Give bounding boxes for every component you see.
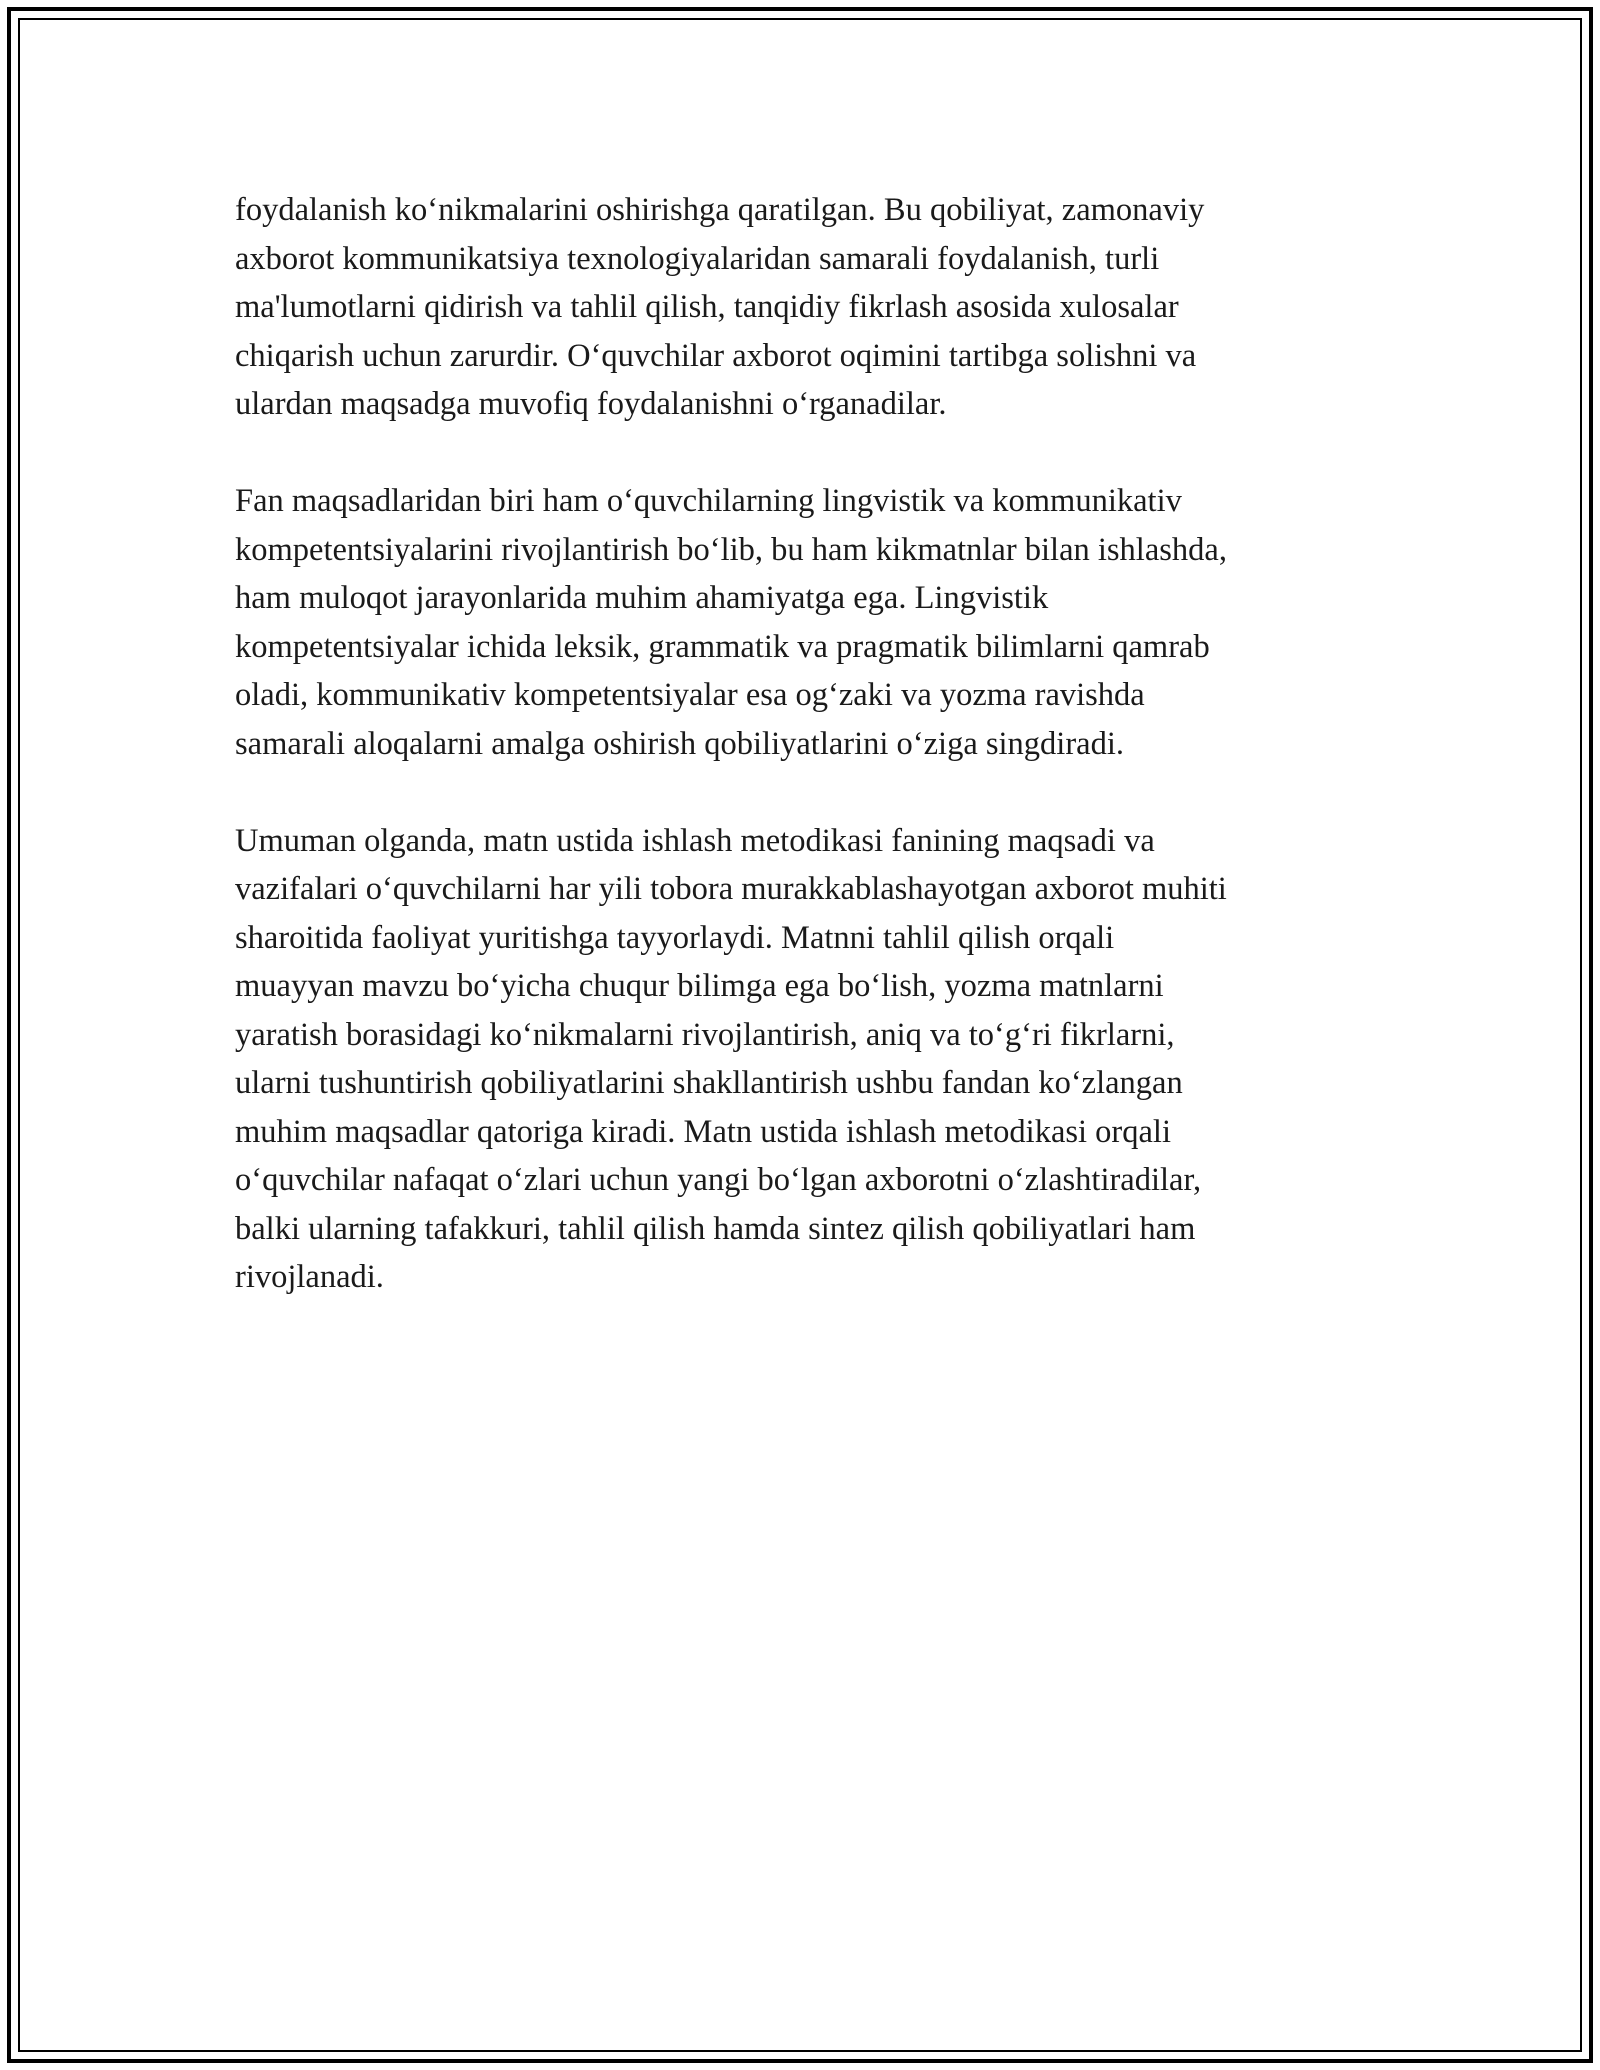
paragraph-linguistic-competence: Fan maqsadlaridan biri ham o‘quvchilarning lingvistik va kommunikativ kompetentsiyalarini rivojlantirish bo‘lib, bu ham kikmatnlar bilan ishlashda, ham muloqot jarayonlarida muhim ahamiyatga ega. Lingvistik kompetentsiyalar ichida leksik, grammatik va pragmatik bilimlarni qamrab oladi, kommunikativ kompetentsiyalar esa og‘zaki va yozma ravishda samarali aloqalarni amalga oshirish qobiliyatlarini o‘ziga singdiradi. [235, 483, 1227, 762]
paragraph-conclusion: Umuman olganda, matn ustida ishlash metodikasi fanining maqsadi va vazifalari o‘quvchilarni har yili tobora murakkablashayotgan axborot muhiti sharoitida faoliyat yuritishga tayyorlaydi. Matnni tahlil qilish orqali muayyan mavzu bo‘yicha chuqur bilimga ega bo‘lish, yozma matnlarni yaratish borasidagi ko‘nikmalarni rivojlantirish, aniq va to‘g‘ri fikrlarni, ularni tushuntirish qobiliyatlarini shakllantirish ushbu fandan ko‘zlangan muhim maqsadlar qatoriga kiradi. Matn ustida ishlash metodikasi orqali o‘quvchilar nafaqat o‘zlari uchun yangi bo‘lgan axborotni o‘zlashtiradilar, balki ularning tafakkuri, tahlil qilish hamda sintez qilish qobiliyatlari ham rivojlanadi. [235, 822, 1227, 1295]
document-body [235, 186, 1375, 1302]
paragraph-information-skills: foydalanish ko‘nikmalarini oshirishga qaratilgan. Bu qobiliyat, zamonaviy axborot kommunikatsiya texnologiyalaridan samarali foydalanish, turli ma'lumotlarni qidirish va tahlil qilish, tanqidiy fikrlash asosida xulosalar chiqarish uchun zarurdir. O‘quvchilar axborot oqimini tartibga solishni va ulardan maqsadga muvofiq foydalanishni o‘rganadilar. [235, 192, 1205, 422]
